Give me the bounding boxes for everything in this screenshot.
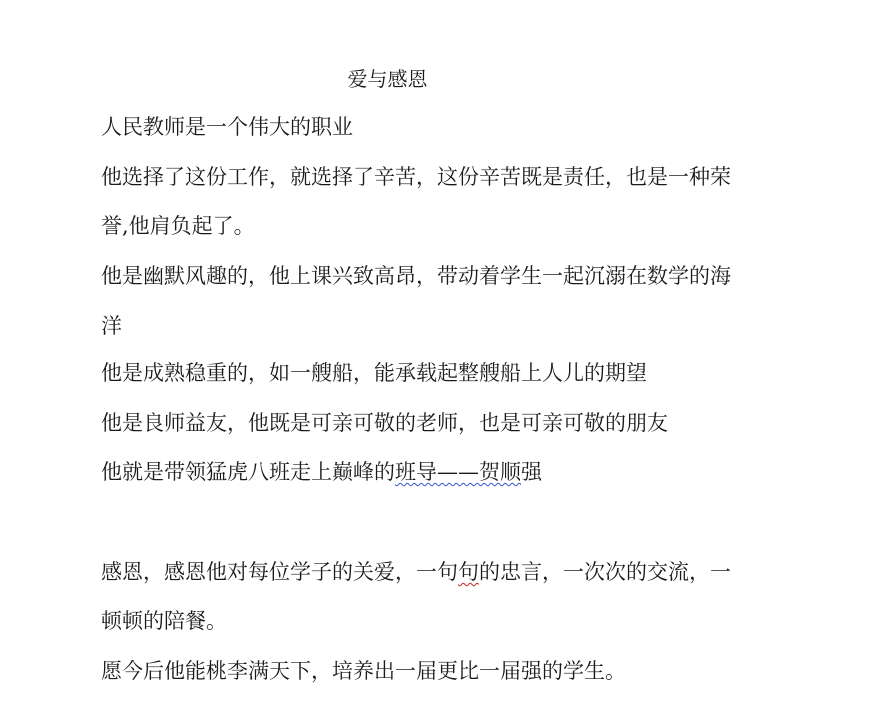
line-8-text-after: 强 [521, 460, 542, 484]
paragraph-line-7: 他是良师益友，他既是可亲可敬的老师，也是可亲可敬的朋友 [101, 411, 668, 435]
paragraph-line-1: 人民教师是一个伟大的职业 [101, 115, 353, 139]
paragraph-line-6: 他是成熟稳重的，如一艘船，能承载起整艘船上人儿的期望 [101, 361, 647, 385]
line-9-text-after: 的忠言，一次次的交流，一 [479, 560, 731, 584]
spelling-flag-text[interactable]: 句 [458, 560, 479, 584]
paragraph-line-8 [101, 457, 781, 487]
paragraph-line-10: 顿顿的陪餐。 [101, 609, 227, 633]
line-9-text-before: 感恩，感恩他对每位学子的关爱，一句 [101, 560, 458, 584]
paragraph-line-2: 他选择了这份工作，就选择了辛苦，这份辛苦既是责任，也是一种荣 [101, 165, 731, 189]
paragraph-line-11: 愿今后他能桃李满天下，培养出一届更比一届强的学生。 [101, 659, 626, 683]
line-8-text-before: 他就是带领猛虎八班走上巅峰的 [101, 460, 395, 484]
grammar-flag-text[interactable]: 班导——贺顺 [395, 460, 521, 484]
paragraph-line-4: 他是幽默风趣的，他上课兴致高昂，带动着学生一起沉溺在数学的海 [101, 264, 731, 288]
paragraph-line-9 [101, 557, 781, 587]
document-title: 爱与感恩 [347, 67, 428, 91]
paragraph-line-3: 誉,他肩负起了。 [101, 214, 255, 238]
paragraph-line-5: 洋 [101, 314, 122, 338]
